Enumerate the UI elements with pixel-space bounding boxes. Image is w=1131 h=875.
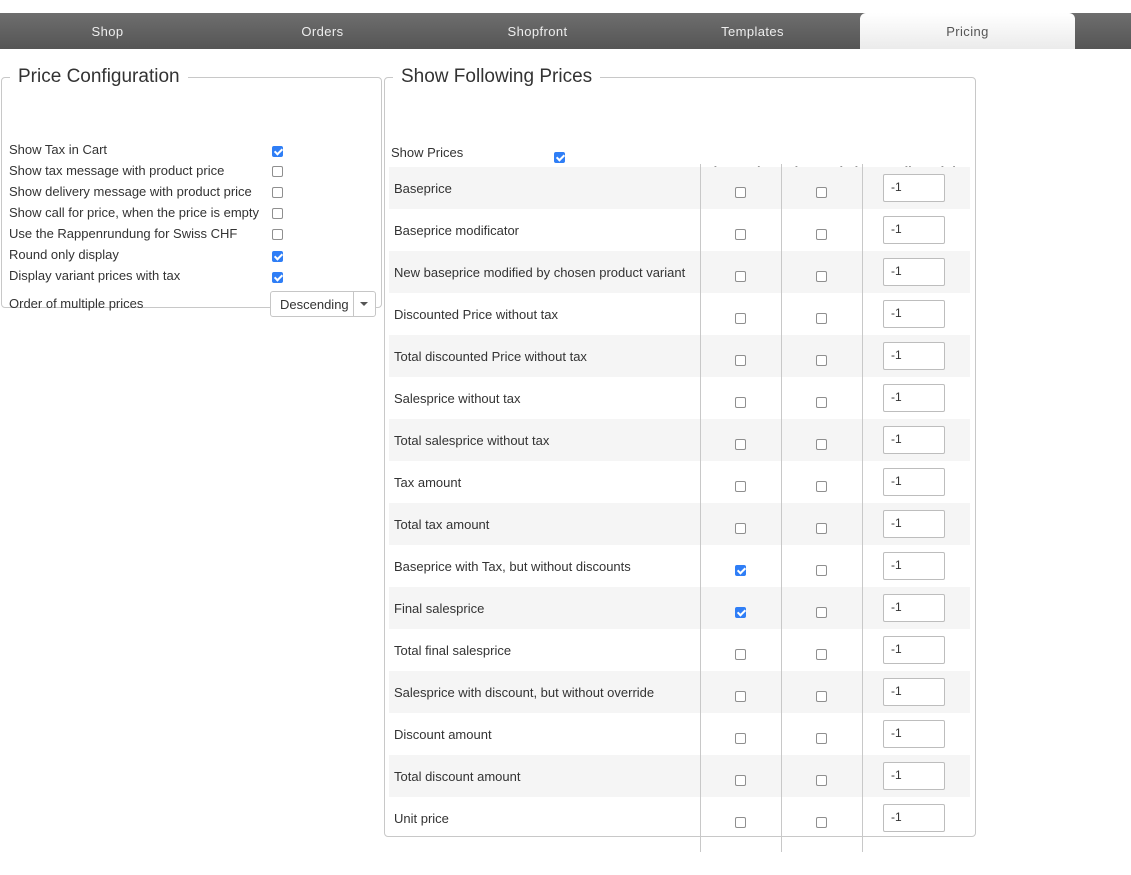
price-row	[389, 755, 970, 797]
config-option-row	[9, 266, 379, 287]
config-option-row	[9, 161, 379, 182]
rounding-digits-input[interactable]: -1	[883, 594, 945, 622]
config-option-checkbox[interactable]	[272, 229, 283, 240]
price-row-label: Baseprice with Tax, but without discounts	[394, 559, 631, 574]
rounding-digits-input[interactable]: -1	[883, 300, 945, 328]
price-row	[389, 629, 970, 671]
show-prices-checkbox[interactable]	[554, 152, 565, 163]
config-option-label: Show delivery message with product price	[9, 184, 252, 199]
rounding-digits-input[interactable]: -1	[883, 510, 945, 538]
show-label-checkbox[interactable]	[816, 607, 827, 618]
config-option-label: Show call for price, when the price is empty	[9, 205, 259, 220]
config-option-checkbox[interactable]	[272, 166, 283, 177]
config-option-checkbox[interactable]	[272, 208, 283, 219]
show-label-checkbox[interactable]	[816, 817, 827, 828]
show-label-checkbox[interactable]	[816, 775, 827, 786]
rounding-digits-input[interactable]: -1	[883, 762, 945, 790]
tab-bar	[0, 13, 1131, 49]
price-row	[389, 419, 970, 461]
price-row	[389, 209, 970, 251]
show-price-checkbox[interactable]	[735, 691, 746, 702]
price-row-label: Salesprice with discount, but without override	[394, 685, 655, 700]
rounding-digits-input[interactable]: -1	[883, 174, 945, 202]
price-row-label: Total salesprice without tax	[394, 433, 550, 448]
show-price-checkbox[interactable]	[735, 607, 746, 618]
show-price-checkbox[interactable]	[735, 649, 746, 660]
price-row-label: Total discount amount	[394, 769, 521, 784]
show-label-checkbox[interactable]	[816, 523, 827, 534]
show-price-checkbox[interactable]	[735, 355, 746, 366]
show-label-checkbox[interactable]	[816, 439, 827, 450]
column-divider	[781, 164, 782, 852]
show-price-checkbox[interactable]	[735, 523, 746, 534]
rounding-digits-input[interactable]: -1	[883, 804, 945, 832]
rounding-digits-input[interactable]: -1	[883, 636, 945, 664]
show-label-checkbox[interactable]	[816, 313, 827, 324]
price-row-label: Total discounted Price without tax	[394, 349, 587, 364]
show-label-checkbox[interactable]	[816, 565, 827, 576]
price-row-label: Tax amount	[394, 475, 462, 490]
config-option-row	[9, 245, 379, 266]
show-price-checkbox[interactable]	[735, 775, 746, 786]
config-option-checkbox[interactable]	[272, 272, 283, 283]
order-of-prices-value: Descending	[280, 297, 349, 312]
show-label-checkbox[interactable]	[816, 397, 827, 408]
rounding-digits-input[interactable]: -1	[883, 426, 945, 454]
rounding-digits-input[interactable]: -1	[883, 216, 945, 244]
show-price-checkbox[interactable]	[735, 187, 746, 198]
price-row	[389, 545, 970, 587]
tab-shop[interactable]: Shop	[91, 23, 124, 39]
price-row	[389, 713, 970, 755]
config-option-row	[9, 182, 379, 203]
rounding-digits-input[interactable]: -1	[883, 552, 945, 580]
show-following-prices-panel	[384, 66, 976, 837]
show-price-checkbox[interactable]	[735, 271, 746, 282]
price-row-label: Discounted Price without tax	[394, 307, 559, 322]
price-row	[389, 293, 970, 335]
tab-shopfront[interactable]: Shopfront	[507, 23, 568, 39]
show-label-checkbox[interactable]	[816, 355, 827, 366]
config-option-checkbox[interactable]	[272, 187, 283, 198]
tab-pricing[interactable]: Pricing	[860, 13, 1075, 49]
price-row	[389, 335, 970, 377]
show-price-checkbox[interactable]	[735, 397, 746, 408]
show-label-checkbox[interactable]	[816, 691, 827, 702]
show-label-checkbox[interactable]	[816, 733, 827, 744]
column-divider	[862, 164, 863, 852]
tab-orders[interactable]: Orders	[301, 23, 344, 39]
price-row-label: Final salesprice	[394, 601, 485, 616]
price-row	[389, 503, 970, 545]
price-row-label: Salesprice without tax	[394, 391, 521, 406]
price-row	[389, 377, 970, 419]
order-of-prices-select[interactable]	[270, 291, 376, 317]
price-row-label: Baseprice modificator	[394, 223, 519, 238]
price-row-label: Baseprice	[394, 181, 452, 196]
show-price-checkbox[interactable]	[735, 481, 746, 492]
price-row	[389, 587, 970, 629]
price-row	[389, 797, 970, 839]
rounding-digits-input[interactable]: -1	[883, 678, 945, 706]
rounding-digits-input[interactable]: -1	[883, 468, 945, 496]
price-row-label: Total tax amount	[394, 517, 490, 532]
config-option-label: Show tax message with product price	[9, 163, 225, 178]
show-price-checkbox[interactable]	[735, 313, 746, 324]
show-price-checkbox[interactable]	[735, 229, 746, 240]
config-option-label: Round only display	[9, 247, 119, 262]
price-row-label: Unit price	[394, 811, 449, 826]
config-option-row	[9, 203, 379, 224]
show-price-checkbox[interactable]	[735, 733, 746, 744]
rounding-digits-input[interactable]: -1	[883, 384, 945, 412]
rounding-digits-input[interactable]: -1	[883, 342, 945, 370]
show-following-prices-title: Show Following Prices	[401, 66, 593, 87]
config-option-label: Show Tax in Cart	[9, 142, 108, 157]
price-configuration-title: Price Configuration	[18, 66, 180, 87]
config-option-label: Use the Rappenrundung for Swiss CHF	[9, 226, 238, 241]
show-price-checkbox[interactable]	[735, 817, 746, 828]
config-option-label: Display variant prices with tax	[9, 268, 181, 283]
price-row-label: New baseprice modified by chosen product variant	[394, 265, 686, 280]
rounding-digits-input[interactable]: -1	[883, 720, 945, 748]
show-label-checkbox[interactable]	[816, 229, 827, 240]
show-prices-label: Show Prices	[391, 145, 464, 160]
price-row	[389, 251, 970, 293]
config-option-checkbox[interactable]	[272, 251, 283, 262]
price-row-label: Total final salesprice	[394, 643, 512, 658]
rounding-digits-input[interactable]: -1	[883, 258, 945, 286]
chevron-down-icon[interactable]	[353, 292, 375, 316]
show-label-checkbox[interactable]	[816, 187, 827, 198]
price-row-label: Discount amount	[394, 727, 492, 742]
show-label-checkbox[interactable]	[816, 649, 827, 660]
tab-templates[interactable]: Templates	[721, 23, 784, 39]
config-option-row	[9, 140, 379, 161]
price-configuration-panel	[1, 66, 382, 312]
config-option-checkbox[interactable]	[272, 146, 283, 157]
price-row	[389, 671, 970, 713]
show-label-checkbox[interactable]	[816, 481, 827, 492]
show-price-checkbox[interactable]	[735, 565, 746, 576]
price-row	[389, 461, 970, 503]
show-price-checkbox[interactable]	[735, 439, 746, 450]
show-label-checkbox[interactable]	[816, 271, 827, 282]
price-row	[389, 167, 970, 209]
config-option-row	[9, 224, 379, 245]
column-divider	[700, 164, 701, 852]
order-of-prices-label: Order of multiple prices	[9, 296, 144, 311]
